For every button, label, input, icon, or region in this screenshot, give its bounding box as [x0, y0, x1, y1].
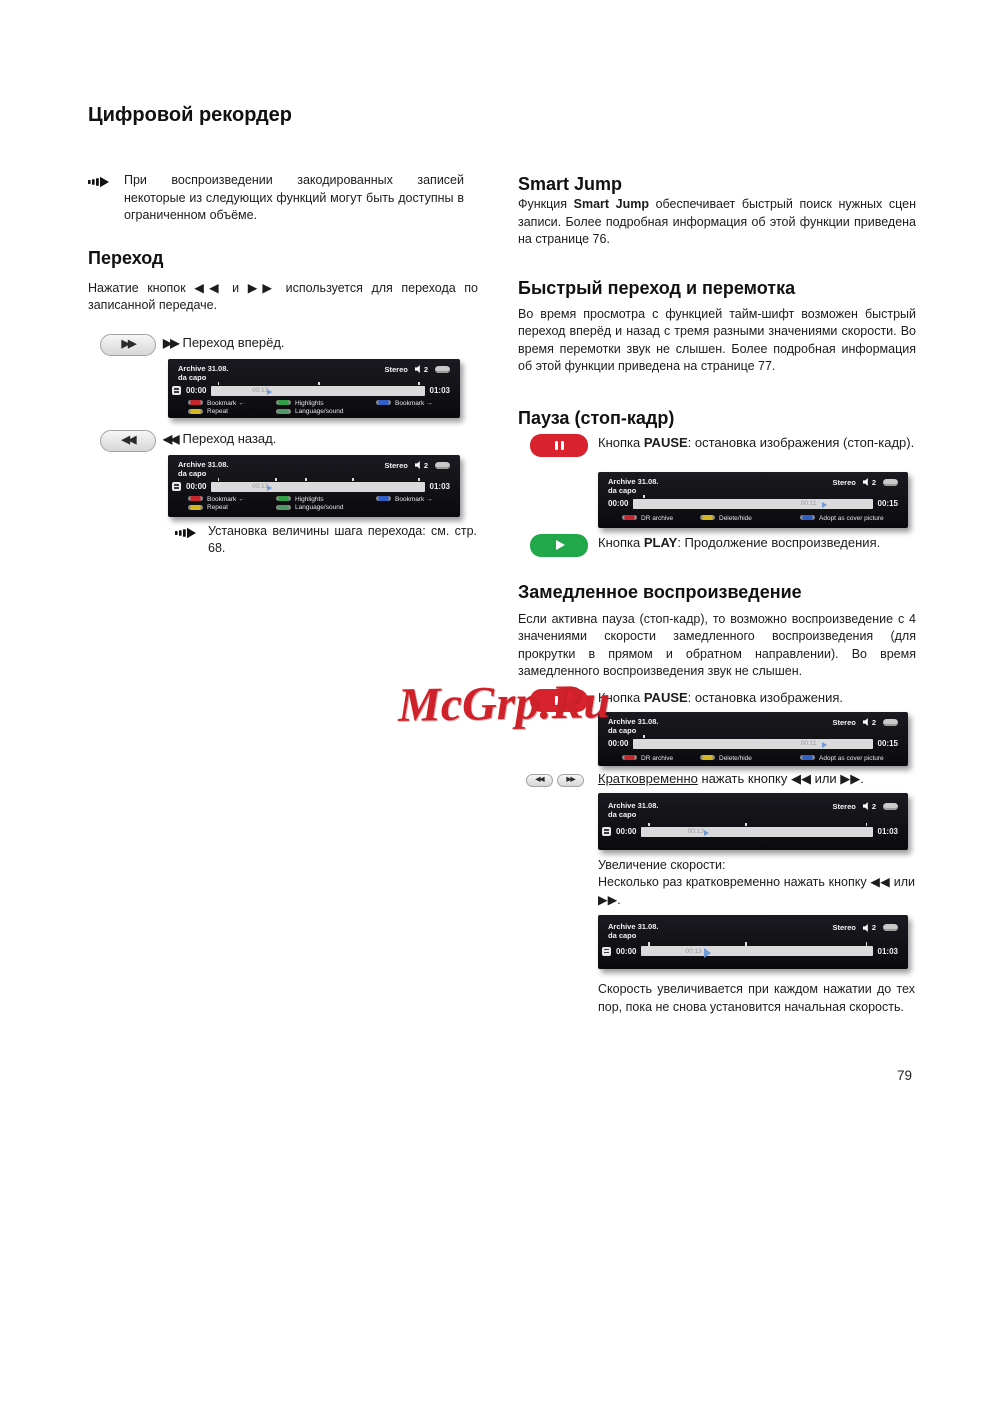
osd-audio-mode: Stereo	[384, 364, 408, 374]
osd-progress-bar: 00:11	[633, 499, 872, 509]
rewind-button: ◀◀	[100, 430, 156, 452]
osd-progress-bar: 00:11	[633, 739, 872, 749]
osd-progress-bar: 00:13	[641, 946, 872, 956]
speaker-icon: 2	[863, 923, 876, 932]
rewind-icon: ◀◀	[163, 431, 178, 446]
player-osd-screenshot: Archive 31.08. da capo Stereo 2 00:00 00:11 00:15 DR archive Delete/hide Adopt as cover picture	[598, 472, 908, 528]
right-column	[518, 173, 916, 1016]
left-column	[88, 103, 478, 558]
battery-icon	[883, 803, 898, 810]
slow-tail-text: Скорость увеличивается при каждом нажатии до тех пор, пока не снова установится начальная скорость.	[598, 982, 915, 1014]
section-heading-slow: Замедленное воспроизведение	[518, 581, 802, 602]
play-button	[530, 534, 588, 557]
speaker-icon: 2	[415, 461, 428, 470]
green-key-icon	[276, 496, 291, 501]
note-arrow-icon	[175, 526, 197, 558]
osd-progress-bar: 00:13	[211, 482, 424, 492]
teal-key-icon	[276, 409, 291, 414]
section-heading-fast: Быстрый переход и перемотка	[518, 277, 796, 298]
osd-time-start: 00:00	[186, 386, 207, 395]
intro-note	[88, 172, 478, 225]
red-key-icon	[188, 400, 203, 405]
player-osd-screenshot: Archive 31.08. da capo Stereo 2 00:00 00:11 00:15 DR archive Delete/hide Adopt as cover picture	[598, 712, 908, 766]
yellow-key-icon	[188, 505, 203, 510]
red-key-icon	[622, 515, 637, 520]
watermark: McGrp.Ru	[397, 675, 611, 732]
red-key-icon	[188, 496, 203, 501]
battery-icon	[883, 719, 898, 726]
battery-icon	[883, 924, 898, 931]
player-osd-screenshot: Archive 31.08. da capo Stereo 2 00:00 00:13 01:03	[598, 915, 908, 969]
fast-forward-button-small: ▶▶	[557, 774, 584, 787]
forward-label: ▶▶ Переход вперёд.	[163, 334, 285, 350]
pause-description-2: Кнопка PAUSE: остановка изображения.	[598, 689, 844, 705]
step-note	[88, 523, 478, 558]
player-osd-screenshot: Archive 31.08. da capo Stereo 2 00:00 00:13 01:03 Bookmark ← Repeat Highlights Language/sound Bookmark →	[168, 359, 460, 418]
pause-indicator-icon	[602, 827, 611, 836]
speaker-icon: 2	[415, 365, 428, 374]
back-row	[88, 430, 478, 452]
speed-block	[598, 857, 915, 910]
play-row	[518, 534, 916, 557]
intro-note-text: При воспроизведении закодированных записей некоторые из следующих функций могут быть доступны в ограниченном объёме.	[124, 173, 464, 222]
play-description: Кнопка PLAY: Продолжение воспроизведения.	[598, 534, 881, 550]
battery-icon	[883, 479, 898, 486]
short-press-text: Кратковременно нажать кнопку ◀◀ или ▶▶.	[598, 770, 864, 786]
blue-key-icon	[800, 515, 815, 520]
speaker-icon: 2	[863, 802, 876, 811]
progress-marker	[267, 485, 272, 491]
speed-title: Увеличение скорости:	[598, 857, 726, 872]
yellow-key-icon	[700, 755, 715, 760]
red-key-icon	[622, 755, 637, 760]
smart-jump-body: Функция Smart Jump обеспечивает быстрый поиск нужных сцен записи. Более подробная информация об этой функции приведена на странице 76.	[518, 197, 916, 246]
pause-indicator-icon	[172, 386, 181, 395]
fast-body: Во время просмотра с функцией тайм-шифт возможен быстрый переход вперёд и назад с тремя разными значениями скорости. Во время перемотки звук не слышен. Более подробная информация об этой функции приведена на странице 77.	[518, 306, 916, 373]
blue-key-icon	[376, 400, 391, 405]
blue-key-icon	[800, 755, 815, 760]
osd-progress-bar: 00:13	[641, 827, 872, 837]
section-heading-pause: Пауза (стоп-кадр)	[518, 407, 675, 428]
speaker-icon: 2	[863, 478, 876, 487]
progress-marker	[822, 742, 827, 748]
pause-indicator-icon	[172, 482, 181, 491]
rewind-button-small: ◀◀	[526, 774, 553, 787]
progress-marker	[267, 389, 272, 395]
speaker-icon: 2	[863, 718, 876, 727]
section-heading-smart-jump: Smart Jump	[518, 174, 623, 194]
yellow-key-icon	[188, 409, 203, 414]
player-osd-screenshot: Archive 31.08. da capo Stereo 2 00:00 00:13 01:03 Bookmark ← Repeat Highlights Language/sound Bookmark →	[168, 455, 460, 517]
player-osd-screenshot: Archive 31.08. da capo Stereo 2 00:00 00:13 01:03	[598, 793, 908, 850]
yellow-key-icon	[700, 515, 715, 520]
fast-forward-icon: ▶▶	[163, 335, 178, 350]
short-press-row	[518, 770, 916, 788]
progress-marker	[822, 502, 827, 508]
step-note-text: Установка величины шага перехода: см. стр. 68.	[208, 523, 477, 555]
page-title: Цифровой рекордер	[88, 104, 292, 126]
osd-time-end: 01:03	[429, 386, 450, 395]
green-key-icon	[276, 400, 291, 405]
forward-row	[88, 334, 478, 356]
teal-key-icon	[276, 505, 291, 510]
section-heading-perekhod: Переход	[88, 247, 164, 268]
osd-position-label: 00:13	[251, 387, 269, 394]
osd-program-subtitle: da capo	[178, 372, 207, 382]
page-number: 79	[897, 1068, 913, 1083]
progress-marker	[704, 948, 711, 958]
blue-key-icon	[376, 496, 391, 501]
note-arrow-icon	[88, 175, 110, 225]
fast-forward-button: ▶▶	[100, 334, 156, 356]
battery-icon	[435, 366, 450, 373]
osd-program-title: Archive 31.08.	[178, 363, 229, 373]
battery-icon	[435, 462, 450, 469]
speed-body: Несколько раз кратковременно нажать кнопку ◀◀ или ▶▶.	[598, 875, 915, 907]
perekhod-intro: Нажатие кнопок ◀◀ и ▶▶ используется для перехода по записанной передаче.	[88, 280, 478, 312]
back-label: ◀◀ Переход назад.	[163, 430, 277, 446]
pause-row	[518, 434, 916, 471]
progress-marker	[704, 830, 709, 836]
pause-description: Кнопка PAUSE: остановка изображения (стоп-кадр).	[598, 434, 915, 450]
pause-indicator-icon	[602, 947, 611, 956]
pause-button	[530, 434, 588, 457]
slow-body: Если активна пауза (стоп-кадр), то возможно воспроизведение с 4 значениями скорости замедленного воспроизведения (для прокрутки в прямом и обратном направлении). Во время замедленного воспроизведения звук не слышен.	[518, 611, 916, 678]
osd-progress-bar	[211, 386, 424, 396]
